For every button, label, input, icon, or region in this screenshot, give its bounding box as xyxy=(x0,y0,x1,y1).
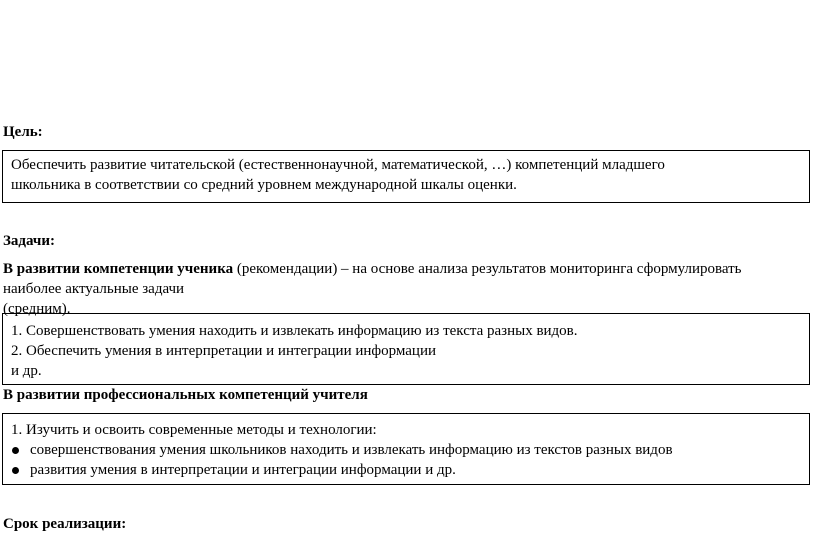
teacher-task-intro: 1. Изучить и освоить современные методы и технологии: xyxy=(11,422,377,438)
student-task-item: 1. Совершенствовать умения находить и извлекать информацию из текста разных видов. xyxy=(11,323,578,339)
student-competence-text: (средним). xyxy=(3,301,71,317)
bullet-icon xyxy=(12,447,19,454)
student-task-item: и др. xyxy=(11,363,42,379)
teacher-bullet-text: совершенствования умения школьников находить и извлекать информацию из текстов разных видов xyxy=(30,442,673,458)
bullet-icon xyxy=(12,467,19,474)
goal-heading: Цель: xyxy=(3,124,43,140)
goal-line: школьника в соответствии со средний уровнем международной шкалы оценки. xyxy=(11,177,517,193)
teacher-bullet-item xyxy=(9,440,809,460)
student-task-item: 2. Обеспечить умения в интерпретации и интеграции информации xyxy=(11,343,437,359)
student-tasks-box xyxy=(2,313,810,385)
goal-box xyxy=(2,150,810,203)
tasks-heading: Задачи: xyxy=(3,233,56,249)
student-competence-heading: В развитии компетенции ученика xyxy=(3,261,234,277)
teacher-bullet-item xyxy=(9,460,809,480)
student-competence-text: (рекомендации) – на основе анализа результатов мониторинга сформулировать xyxy=(233,261,742,277)
student-competence-paragraph xyxy=(3,259,742,319)
teacher-tasks-box xyxy=(2,413,810,485)
goal-line: Обеспечить развитие читательской (естественнонаучной, математической, …) компетенций младшего xyxy=(11,157,665,173)
teacher-bullet-text: развития умения в интерпретации и интеграции информации и др. xyxy=(30,462,456,478)
deadline-heading: Срок реализации: xyxy=(3,516,127,532)
teacher-competence-heading: В развитии профессиональных компетенций учителя xyxy=(3,387,368,403)
student-competence-text: наиболее актуальные задачи xyxy=(3,281,185,297)
